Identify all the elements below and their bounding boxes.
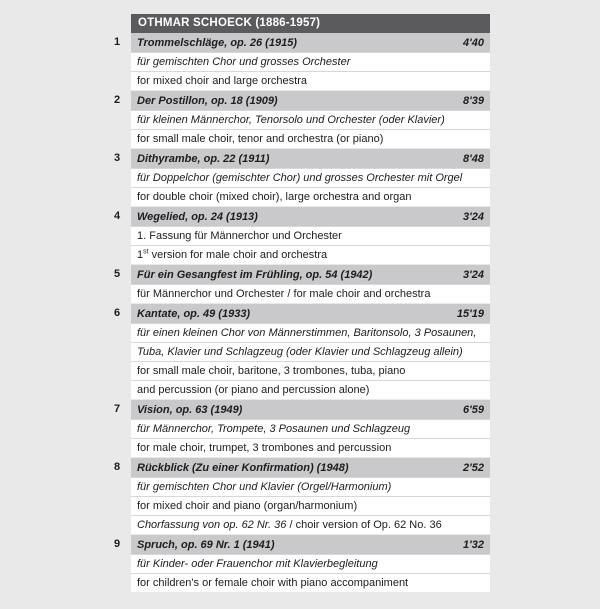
work-duration: 6'59 <box>463 403 484 416</box>
description-text: version for male choir and orchestra <box>151 249 328 261</box>
work-title-row <box>131 33 490 52</box>
work-description-line: for mixed choir and large orchestra <box>131 71 490 90</box>
work-description-line: for small male choir, tenor and orchestra (or piano) <box>131 129 490 148</box>
work-number: 4 <box>114 210 121 222</box>
version-ordinal: 1 <box>137 249 144 261</box>
work-entry <box>111 265 490 304</box>
work-description-line: for children's or female choir with piano accompaniment <box>131 573 490 592</box>
version-ordinal-suffix: st <box>143 248 149 256</box>
work-duration: 2'52 <box>463 461 484 474</box>
work-title: Kantate, op. 49 (1933) <box>137 307 251 320</box>
work-title-row <box>131 265 490 284</box>
work-description-line: für gemischten Chor und Klavier (Orgel/Harmonium) <box>131 477 490 496</box>
work-duration: 4'40 <box>463 36 484 49</box>
work-title-row <box>131 458 490 477</box>
work-description-line: für einen kleinen Chor von Männerstimmen, Baritonsolo, 3 Posaunen, <box>131 323 490 342</box>
description-text-english: / choir version of Op. 62 No. 36 <box>286 519 442 531</box>
work-duration: 1'32 <box>463 538 484 551</box>
work-title-row <box>131 91 490 110</box>
work-entry <box>111 535 490 593</box>
work-duration: 3'24 <box>463 210 484 223</box>
work-title: Der Postillon, op. 18 (1909) <box>137 94 278 107</box>
work-title: Wegelied, op. 24 (1913) <box>137 210 258 223</box>
work-number: 1 <box>114 36 121 48</box>
work-description-line: für Männerchor, Trompete, 3 Posaunen und Schlagzeug <box>131 419 490 438</box>
work-list <box>111 33 490 593</box>
work-entry <box>111 149 490 207</box>
work-description-line: für kleinen Männerchor, Tenorsolo und Orchester (oder Klavier) <box>131 110 490 129</box>
work-number: 9 <box>114 538 121 550</box>
work-description-line: for small male choir, baritone, 3 trombones, tuba, piano <box>131 361 490 380</box>
work-description-line: for mixed choir and piano (organ/harmonium) <box>131 496 490 515</box>
work-description-line: für Kinder- oder Frauenchor mit Klavierbegleitung <box>131 554 490 573</box>
work-duration: 8'39 <box>463 94 484 107</box>
work-entry <box>111 400 490 458</box>
work-entry <box>111 304 490 400</box>
work-description-line: for male choir, trumpet, 3 trombones and percussion <box>131 438 490 457</box>
work-entry <box>111 207 490 265</box>
work-title: Für ein Gesangfest im Frühling, op. 54 (1942) <box>137 268 373 281</box>
work-number: 3 <box>114 152 121 164</box>
work-description-line: 1. Fassung für Männerchor und Orchester <box>131 226 490 245</box>
work-title: Dithyrambe, op. 22 (1911) <box>137 152 270 165</box>
work-entry <box>111 458 490 535</box>
work-title: Trommelschläge, op. 26 (1915) <box>137 36 297 49</box>
work-title: Spruch, op. 69 Nr. 1 (1941) <box>137 538 275 551</box>
work-description-line: Tuba, Klavier und Schlagzeug (oder Klavier und Schlagzeug allein) <box>131 342 490 361</box>
work-description-line: für Männerchor und Orchester / for male choir and orchestra <box>131 284 490 303</box>
work-title-row <box>131 149 490 168</box>
work-number: 7 <box>114 403 121 415</box>
work-description-line <box>131 515 490 534</box>
work-description-line <box>131 245 490 264</box>
work-title-row <box>131 535 490 554</box>
work-duration: 3'24 <box>463 268 484 281</box>
work-description-line: für Doppelchor (gemischter Chor) und grosses Orchester mit Orgel <box>131 168 490 187</box>
composer-header: OTHMAR SCHOECK (1886-1957) <box>131 14 490 33</box>
work-title-row <box>131 207 490 226</box>
work-description-line: and percussion (or piano and percussion alone) <box>131 380 490 399</box>
work-title-row <box>131 304 490 323</box>
work-title: Vision, op. 63 (1949) <box>137 403 243 416</box>
work-duration: 8'48 <box>463 152 484 165</box>
work-number: 6 <box>114 307 121 319</box>
work-number: 5 <box>114 268 121 280</box>
work-title: Rückblick (Zu einer Konfirmation) (1948) <box>137 461 349 474</box>
work-duration: 15'19 <box>456 307 484 320</box>
description-text-german: Chorfassung von op. 62 Nr. 36 <box>137 519 287 531</box>
work-entry <box>111 91 490 149</box>
work-description-line: for double choir (mixed choir), large orchestra and organ <box>131 187 490 206</box>
work-description-line: für gemischten Chor und grosses Orchester <box>131 52 490 71</box>
work-number: 8 <box>114 461 121 473</box>
work-entry <box>111 33 490 91</box>
work-title-row <box>131 400 490 419</box>
work-number: 2 <box>114 94 121 106</box>
